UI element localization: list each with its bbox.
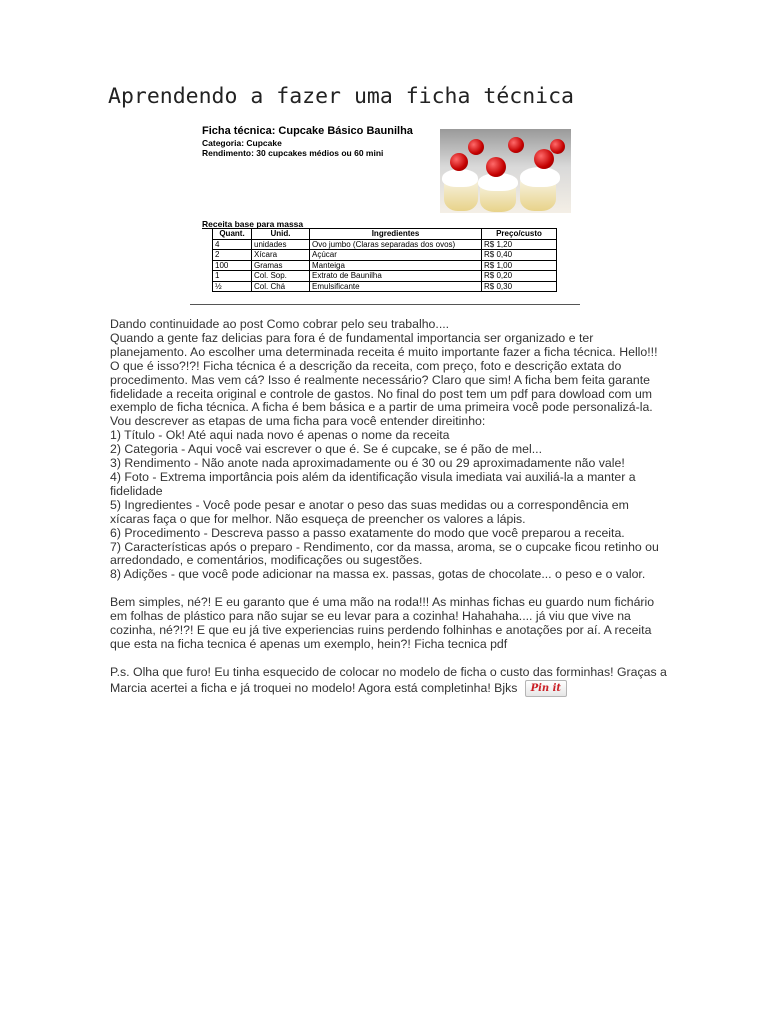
recipe-table-caption: Receita base para massa (202, 219, 304, 229)
cherry-shape (550, 139, 565, 154)
table-row (213, 281, 557, 292)
recipe-card-yield: Rendimento: 30 cupcakes médios ou 60 mini (202, 148, 384, 158)
table-cell: Açúcar (310, 250, 482, 261)
intro-paragraph (110, 318, 670, 582)
cherry-shape (468, 139, 484, 155)
cupcakes-photo (440, 129, 571, 213)
table-cell: Ovo jumbo (Claras separadas dos ovos) (310, 239, 482, 250)
table-cell: unidades (252, 239, 310, 250)
table-cell: 1 (213, 271, 252, 282)
cherry-shape (508, 137, 524, 153)
recipe-card-header (202, 125, 413, 158)
cherry-shape (534, 149, 554, 169)
list-item: 6) Procedimento - Descreva passo a passo exatamente do modo que você preparou a receita. (110, 525, 625, 540)
cherry-shape (486, 157, 506, 177)
table-cell: Col. Chá (252, 281, 310, 292)
table-row (213, 260, 557, 271)
table-cell: Col. Sop. (252, 271, 310, 282)
text-line: Quando a gente faz delicias para fora é de fundamental importancia ser organizado e ter planejamento. Ao escolher uma determinada receita é muito importante fazer a ficha técnica. Hello!!! O que é isso?!?! Ficha técnica é a descrição da receita, com preço, foto e descrição extata do procedimento. Mas vem cá? Isso é realmente necessário? Claro que sim! A ficha bem feita garante fidelidade a receita original e controle de gastos. No final do post tem um pdf para dowload com um exemplo de ficha técnica. A ficha é bem básica e a partir de uma primeira você pode personalizá-la. Vou descrever as etapas de uma ficha para você entender direitinho: (110, 330, 658, 429)
table-row (213, 271, 557, 282)
table-cell: 4 (213, 239, 252, 250)
table-cell: Manteiga (310, 260, 482, 271)
table-cell: R$ 1,00 (482, 260, 557, 271)
table-cell: R$ 0,30 (482, 281, 557, 292)
column-header: Preço/custo (482, 229, 557, 240)
list-item: 5) Ingredientes - Você pode pesar e anotar o peso das suas medidas ou a correspondência em xícaras faça o que for melhor. Não esqueça de preencher os valores a lápis. (110, 497, 629, 526)
list-item: 4) Foto - Extrema importância pois além da identificação visula imediata vai auxiliá-la a manter a fidelidade (110, 469, 636, 498)
recipe-card-title: Ficha técnica: Cupcake Básico Baunilha (202, 125, 413, 137)
table-cell: 2 (213, 250, 252, 261)
column-header: Unid. (252, 229, 310, 240)
table-row (213, 250, 557, 261)
list-item: 3) Rendimento - Não anote nada aproximadamente ou é 30 ou 29 aproximadamente não vale! (110, 456, 625, 471)
postscript-paragraph (110, 666, 670, 697)
table-header-row (213, 229, 557, 240)
column-header: Ingredientes (310, 229, 482, 240)
list-item: 1) Título - Ok! Até aqui nada novo é apenas o nome da receita (110, 428, 450, 443)
frosting-shape (442, 169, 478, 187)
table-cell: R$ 0,40 (482, 250, 557, 261)
recipe-card-image (190, 122, 580, 308)
text-line: Dando continuidade ao post Como cobrar pelo seu trabalho.... (110, 317, 450, 331)
table-cell: Gramas (252, 260, 310, 271)
figure-divider (190, 304, 580, 305)
column-header: Quant. (213, 229, 252, 240)
frosting-shape (520, 167, 560, 187)
article-body (110, 318, 670, 710)
table-cell: 100 (213, 260, 252, 271)
table-cell: Extrato de Baunilha (310, 271, 482, 282)
table-cell: ½ (213, 281, 252, 292)
page-title: Aprendendo a fazer uma ficha técnica (108, 84, 574, 109)
table-row (213, 239, 557, 250)
recipe-card-category: Categoria: Cupcake (202, 138, 282, 148)
table-cell: Emulsificante (310, 281, 482, 292)
pin-it-button[interactable]: Pin it (525, 680, 567, 697)
list-item: 8) Adições - que você pode adicionar na massa ex. passas, gotas de chocolate... o peso e o valor. (110, 567, 646, 582)
list-item: 7) Características após o preparo - Rendimento, cor da massa, aroma, se o cupcake ficou retinho ou arredondado, e comentários, modificações ou sugestões. (110, 539, 659, 568)
postscript-text: P.s. Olha que furo! Eu tinha esquecido de colocar no modelo de ficha o custo das forminhas! Graças a Marcia acertei a ficha e já troquei no modelo! Agora está completinha! Bjks (110, 664, 667, 695)
table-cell: R$ 0,20 (482, 271, 557, 282)
table-cell: Xícara (252, 250, 310, 261)
table-cell: R$ 1,20 (482, 239, 557, 250)
list-item: 2) Categoria - Aqui você vai escrever o que é. Se é cupcake, se é pão de mel... (110, 442, 543, 457)
closing-paragraph: Bem simples, né?! E eu garanto que é uma mão na roda!!! As minhas fichas eu guardo num fichário em folhas de plástico para não sujar se eu levar para a cozinha! Hahahaha.... já viu que vive na cozinha, né?!?! E que eu já tive experiencias ruins perdendo folhinhas e anotações por aí. A receita que esta na ficha tecnica é apenas um exemplo, hein?! Ficha tecnica pdf (110, 595, 655, 651)
cherry-shape (450, 153, 468, 171)
recipe-table (212, 228, 557, 292)
